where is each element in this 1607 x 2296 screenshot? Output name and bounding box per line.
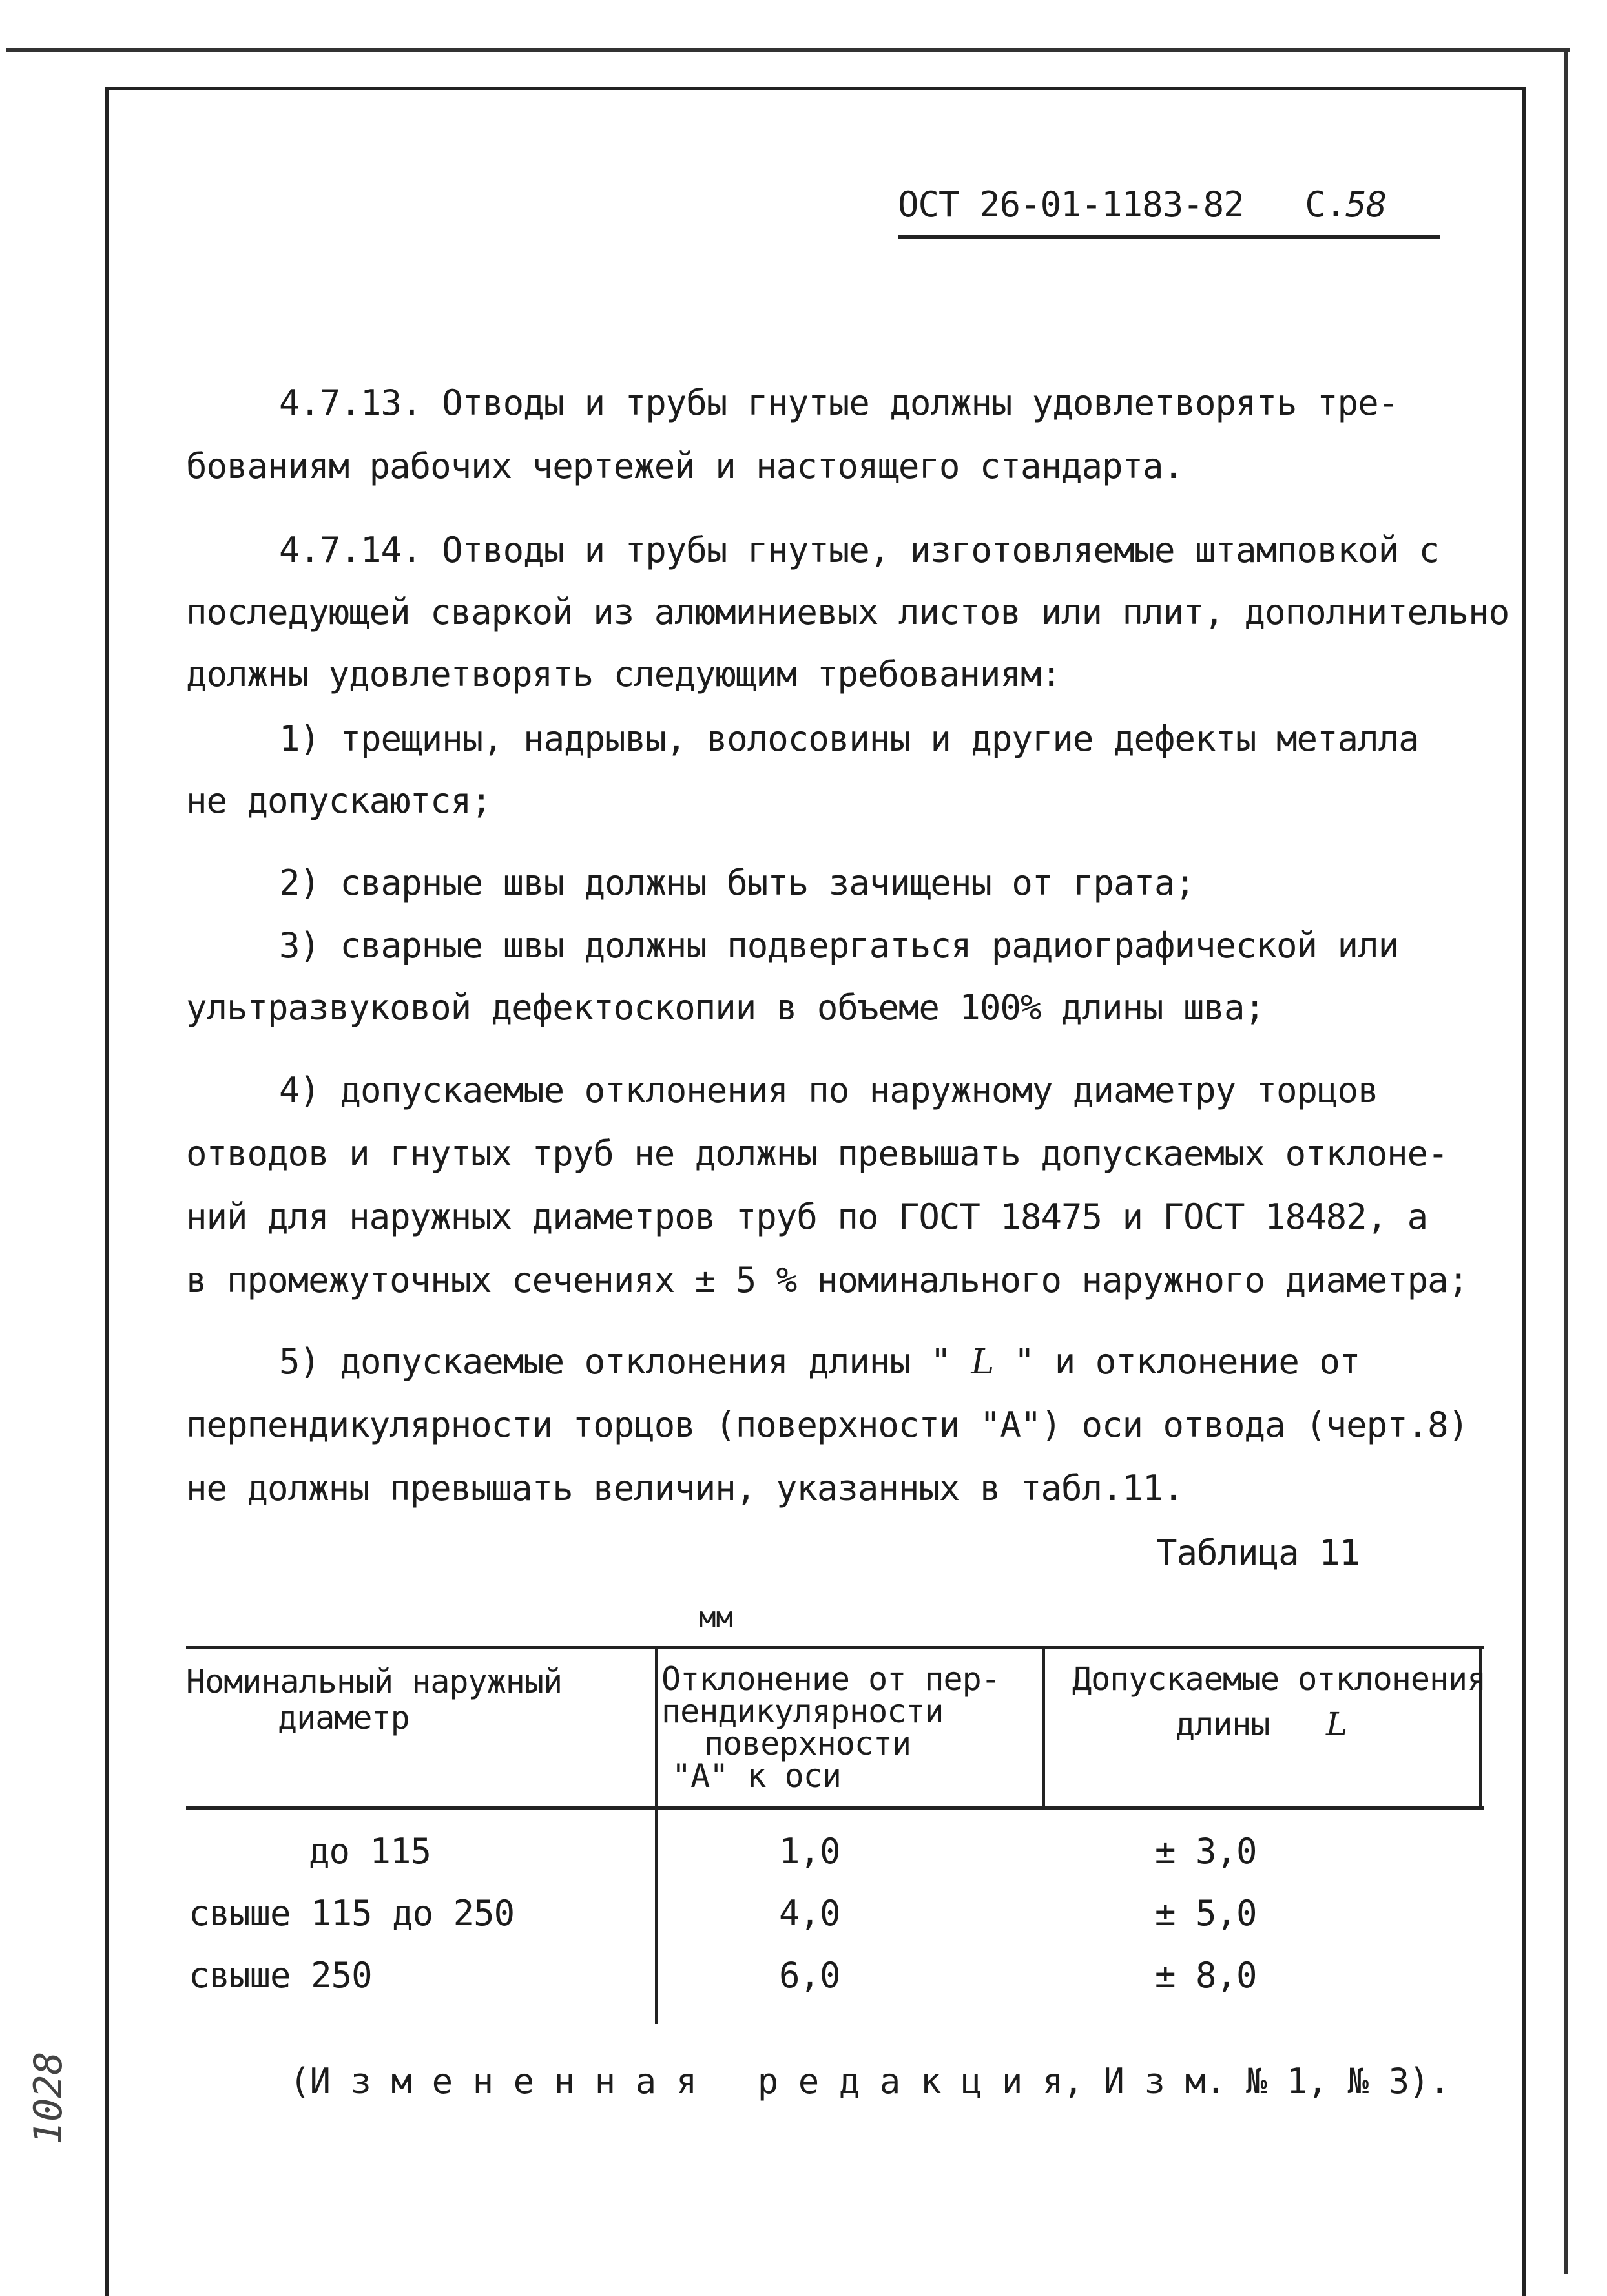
body-line: не допускаются; (186, 780, 492, 821)
table-col-divider-1 (655, 1646, 658, 2024)
body-line: последующей сваркой из алюминиевых листов или плит, дополнительно (186, 592, 1509, 632)
header-diameter-line1: Номинальный наружный (186, 1663, 563, 1700)
revision-note: (И з м е н е н н а я р е д а к ц и я, И з м. № 1, № 3). (289, 2061, 1450, 2102)
margin-note: 1028 (26, 2051, 71, 2145)
body-line: 4.7.13. Отводы и трубы гнутые должны удовлетворять тре- (279, 382, 1399, 423)
header-perp-line2: пендикулярности (661, 1693, 944, 1730)
header-underline (898, 235, 1440, 239)
header-perp-line4: "А" к оси (672, 1757, 841, 1795)
table-col-divider-2 (1042, 1646, 1045, 1808)
cell-length-tol: ± 8,0 (1155, 1955, 1257, 1996)
cell-diameter: свыше 115 до 250 (189, 1893, 515, 1934)
body-line: ний для наружных диаметров труб по ГОСТ 18475 и ГОСТ 18482, а (186, 1196, 1428, 1237)
body-line: в промежуточных сечениях ± 5 % номинального наружного диаметра; (186, 1260, 1469, 1300)
body-line: бованиям рабочих чертежей и настоящего стандарта. (186, 446, 1184, 486)
table-caption: Таблица 11 (1156, 1532, 1360, 1573)
header-perp-line1: Отклонение от пер- (661, 1660, 1000, 1698)
length-symbol: L (1325, 1706, 1347, 1743)
outer-top-border (6, 48, 1570, 52)
cell-diameter: свыше 250 (189, 1955, 372, 1996)
page-header (898, 184, 1386, 225)
item5-after: " и отклонение от (993, 1341, 1360, 1382)
header-length-label: длины (1176, 1706, 1270, 1743)
cell-perp: 1,0 (779, 1831, 840, 1872)
item5-before: 5) допускаемые отклонения длины " (279, 1341, 971, 1382)
body-line: 2) сварные швы должны быть зачищены от грата; (279, 862, 1195, 903)
body-line: не должны превышать величин, указанных в табл.11. (186, 1468, 1184, 1508)
length-symbol: L (971, 1341, 994, 1382)
table-unit: мм (699, 1601, 733, 1634)
cell-diameter: до 115 (309, 1831, 431, 1872)
table-top-rule (186, 1646, 1484, 1649)
page-number: 58 (1345, 184, 1387, 225)
cell-perp: 4,0 (779, 1893, 840, 1934)
body-line: 4) допускаемые отклонения по наружному диаметру торцов (279, 1070, 1378, 1111)
header-diameter-line2: диаметр (278, 1699, 410, 1737)
body-line-item5 (279, 1341, 1360, 1382)
cell-length-tol: ± 3,0 (1155, 1831, 1257, 1872)
cell-length-tol: ± 5,0 (1155, 1893, 1257, 1934)
doc-code: ОСТ 26-01-1183-82 (898, 184, 1244, 225)
header-length-line1: Допускаемые отклонения (1072, 1660, 1486, 1698)
body-line: 4.7.14. Отводы и трубы гнутые, изготовляемые штамповкой с (279, 530, 1440, 570)
outer-right-border (1564, 48, 1568, 2274)
body-line: должны удовлетворять следующим требованиям: (186, 654, 1061, 694)
page-prefix: С. (1305, 184, 1346, 225)
cell-perp: 6,0 (779, 1955, 840, 1996)
body-line: отводов и гнутых труб не должны превышать допускаемых отклоне- (186, 1133, 1448, 1174)
body-line: 1) трещины, надрывы, волосовины и другие дефекты металла (279, 718, 1419, 759)
table-header-rule (186, 1806, 1484, 1810)
body-line: перпендикулярности торцов (поверхности "А") оси отвода (черт.8) (186, 1404, 1469, 1445)
body-line: 3) сварные швы должны подвергаться радиографической или (279, 925, 1399, 966)
body-line: ультразвуковой дефектоскопии в объеме 100% длины шва; (186, 987, 1265, 1028)
header-length-line2 (1176, 1706, 1347, 1743)
header-perp-line3: поверхности (704, 1725, 911, 1762)
